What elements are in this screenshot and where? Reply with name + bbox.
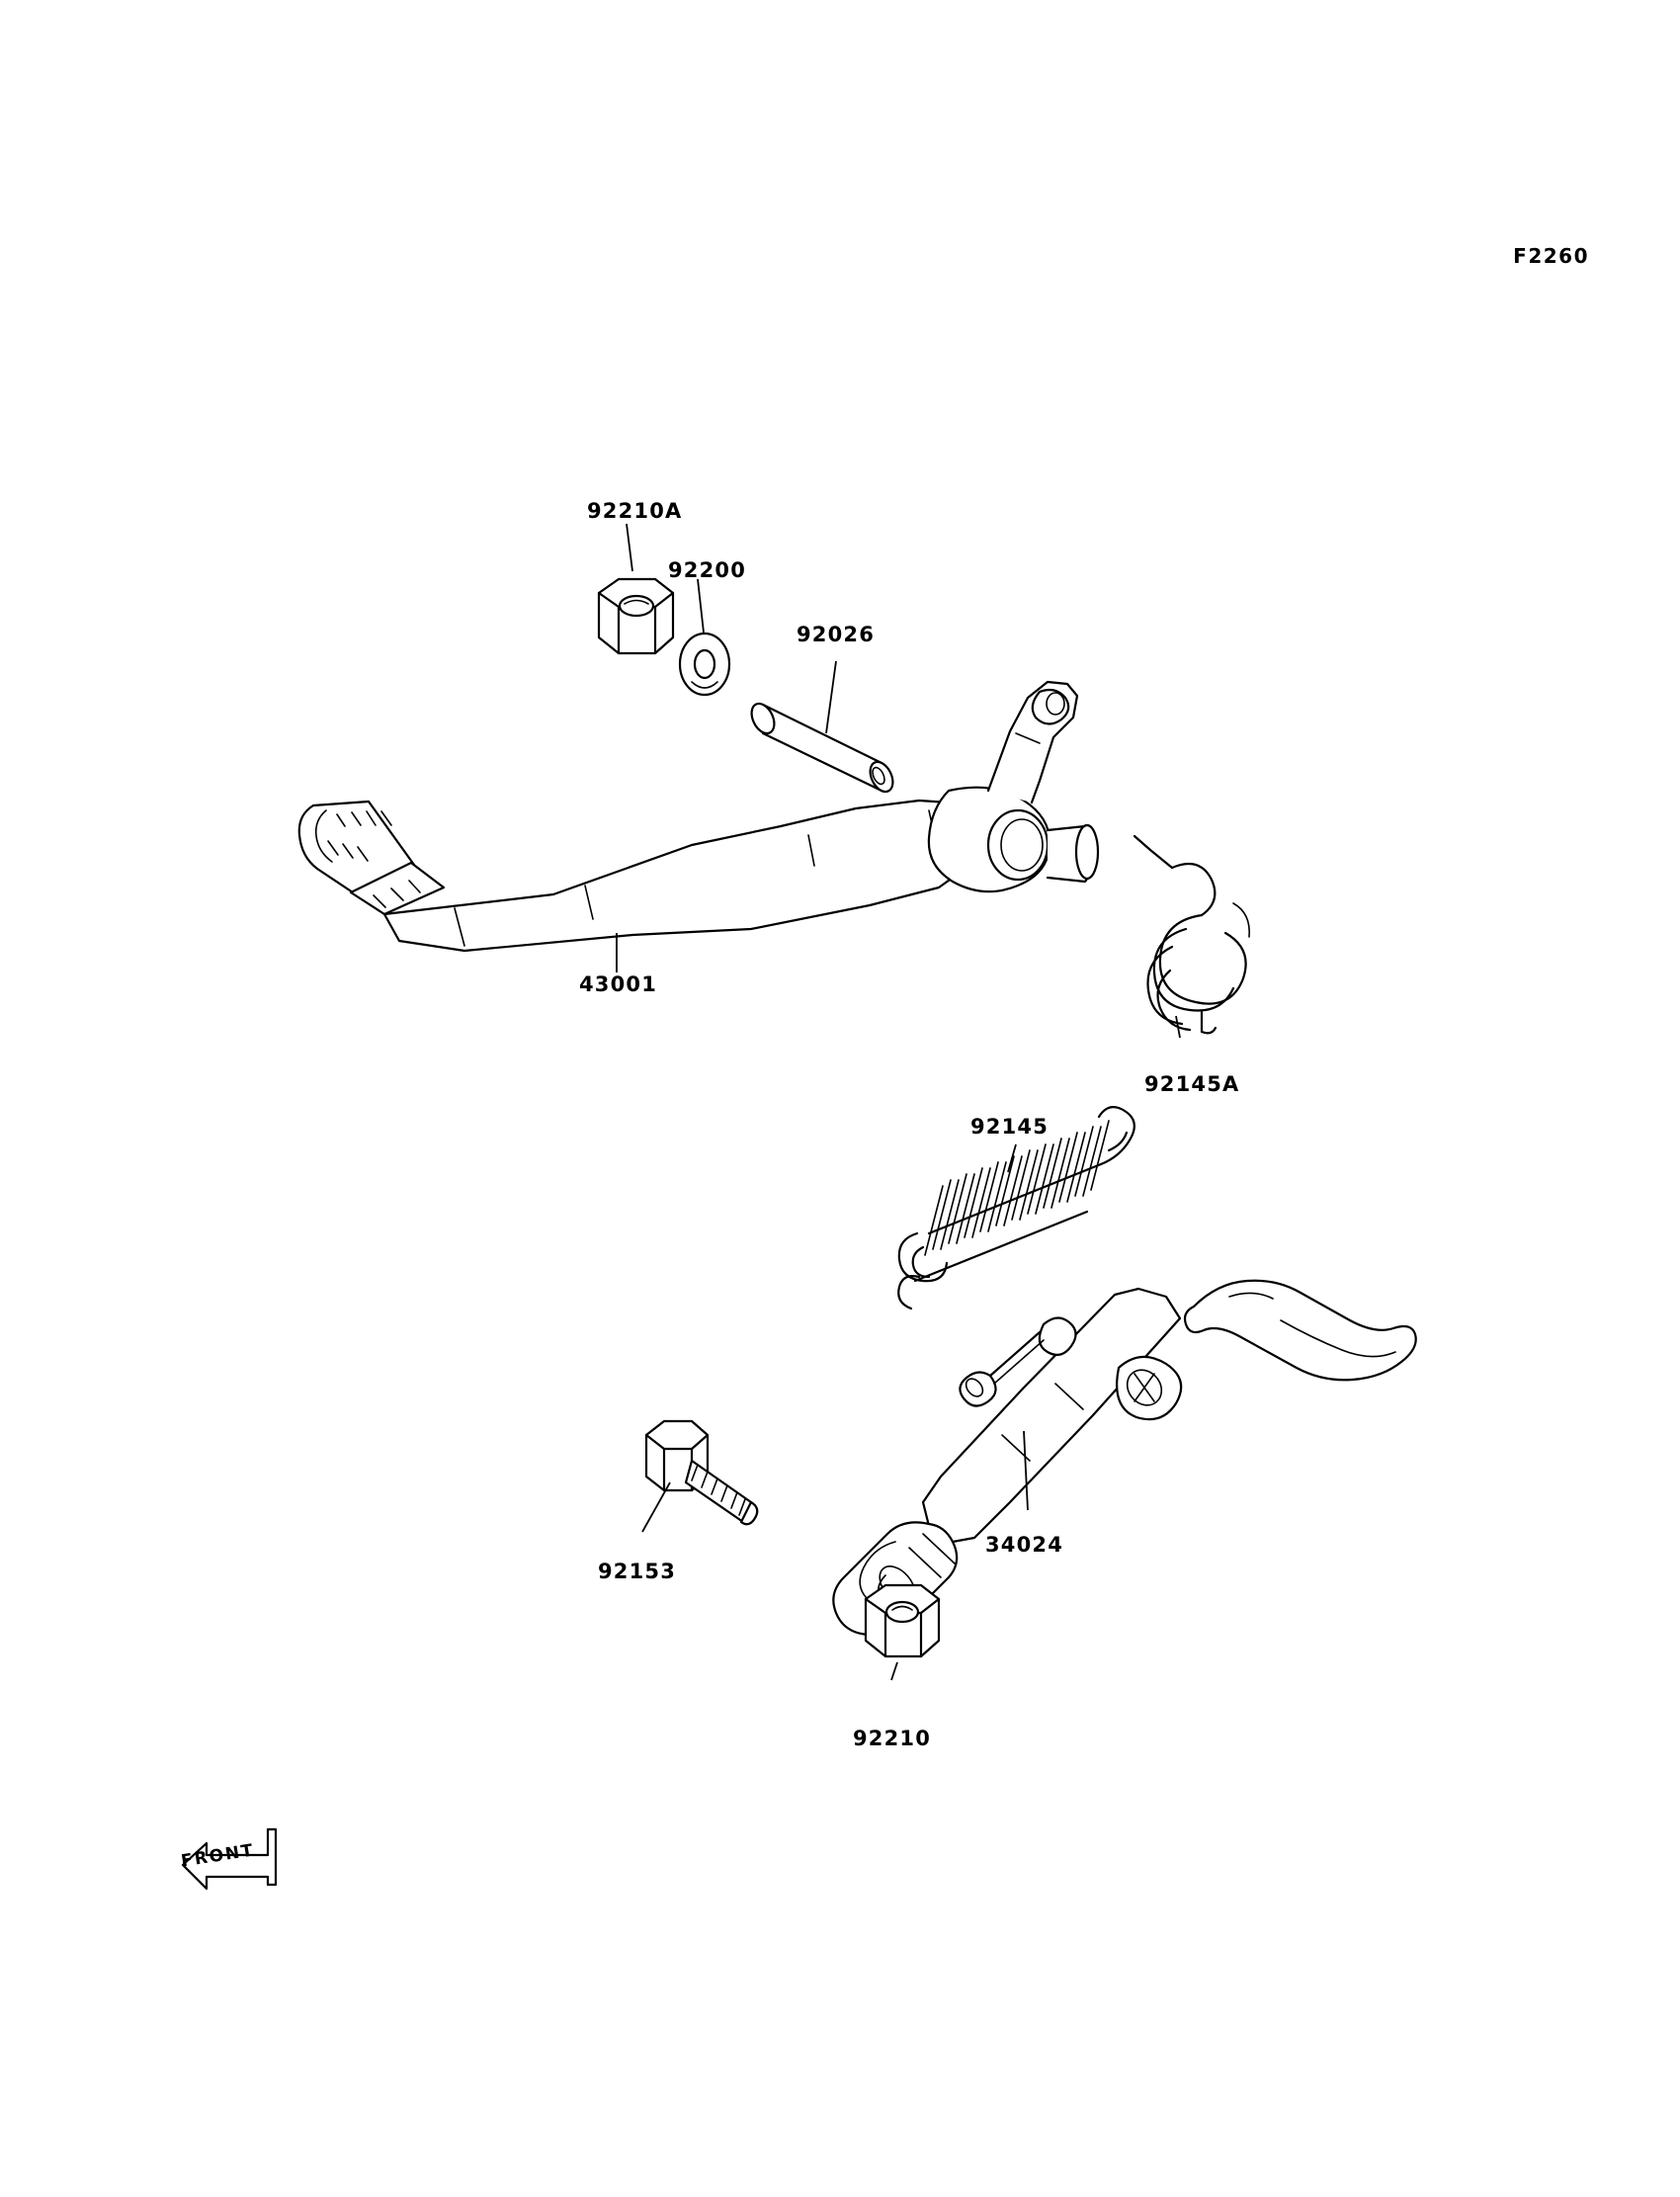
part-label-92026: 92026 (797, 623, 876, 646)
part-washer-92200 (680, 634, 729, 695)
part-brake-pedal-43001 (299, 682, 1098, 951)
sheet-code: F2260 (1513, 244, 1589, 268)
part-label-92145a: 92145A (1144, 1072, 1240, 1096)
front-label: FRONT (179, 1840, 257, 1872)
part-nut-92210 (866, 1585, 939, 1656)
part-bolt-92153 (646, 1421, 757, 1524)
part-label-34024: 34024 (985, 1533, 1064, 1557)
part-label-92210a: 92210A (587, 499, 683, 523)
part-label-43001: 43001 (579, 972, 658, 996)
part-label-92200: 92200 (668, 558, 747, 582)
part-label-92153: 92153 (598, 1560, 677, 1583)
part-spring-92145a (1134, 836, 1249, 1033)
part-label-92210: 92210 (853, 1727, 932, 1750)
part-label-92145: 92145 (970, 1115, 1050, 1139)
part-nut-92210a (599, 579, 673, 653)
part-spacer-92026 (747, 700, 897, 796)
part-side-stand-34024 (833, 1281, 1415, 1635)
